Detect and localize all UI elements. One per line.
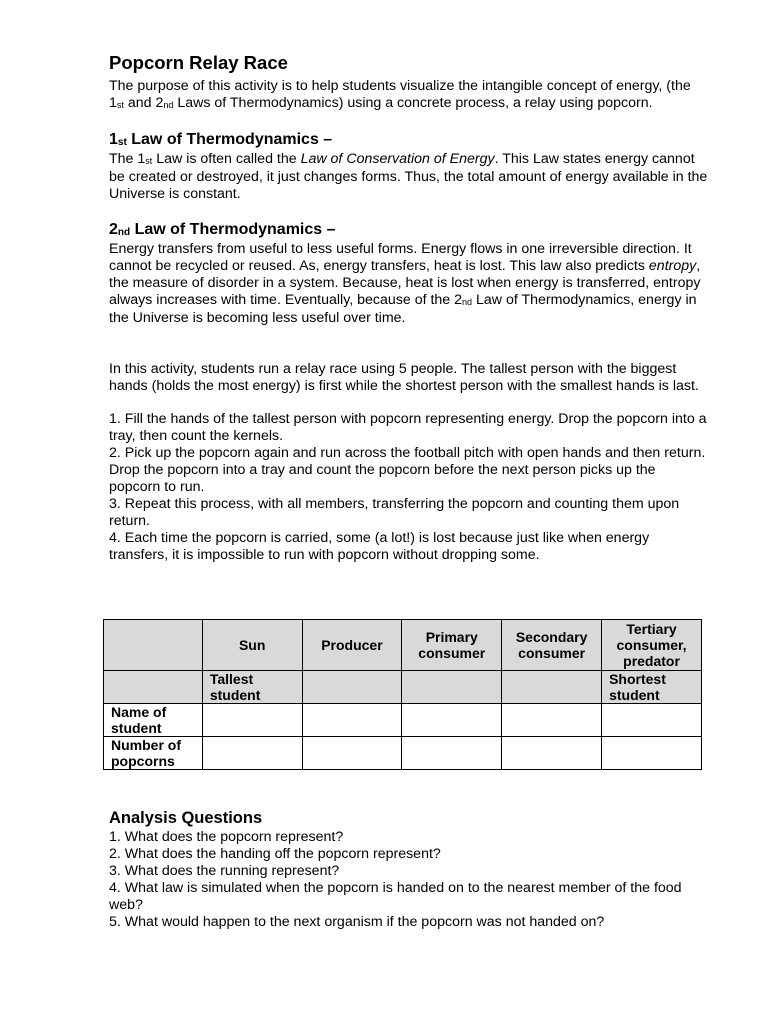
table-header-row bbox=[104, 620, 702, 671]
intro-paragraph: The purpose of this activity is to help students visualize the intangible concept of energy, (the 1st and 2nd Laws of Thermodynamics) using a concrete process, a relay using popcorn. bbox=[109, 78, 691, 111]
table-cell[interactable] bbox=[402, 737, 502, 770]
law2-paragraph: Energy transfers from useful to less useful forms. Energy flows in one irreversible direction. It cannot be recycled or reused. As, energy transfers, heat is lost. This law also predicts entropy, the measure of disorder in a system. Because, heat is lost when energy is transferred, entropy always increases with time. Eventually, because of the 2nd Law of Thermodynamics, energy in the Universe is becoming less useful over time. bbox=[109, 241, 701, 326]
table-row bbox=[104, 737, 702, 770]
row-label: Number of popcorns bbox=[104, 737, 203, 770]
step-item: 3. Repeat this process, with all members, transferring the popcorn and counting them upon return. bbox=[109, 496, 680, 529]
row-label: Name of student bbox=[104, 704, 203, 737]
activity-paragraph: In this activity, students run a relay race using 5 people. The tallest person with the biggest hands (holds the most energy) is first while the shortest person with the smallest hands is last. bbox=[109, 361, 699, 394]
table-cell[interactable] bbox=[302, 704, 402, 737]
question-item: 2. What does the handing off the popcorn represent? bbox=[109, 846, 441, 862]
analysis-heading: Analysis Questions bbox=[109, 809, 263, 827]
table-row bbox=[104, 671, 702, 704]
page-title: Popcorn Relay Race bbox=[109, 52, 288, 73]
table-header-cell: Producer bbox=[302, 620, 402, 671]
table-cell bbox=[402, 671, 502, 704]
question-item: 5. What would happen to the next organism if the popcorn was not handed on? bbox=[109, 914, 605, 930]
document-body bbox=[109, 52, 709, 564]
table-cell[interactable] bbox=[502, 737, 602, 770]
law1-heading: 1st Law of Thermodynamics – bbox=[109, 131, 333, 148]
analysis-section bbox=[109, 808, 709, 931]
table-cell[interactable] bbox=[602, 737, 702, 770]
table-cell[interactable] bbox=[502, 704, 602, 737]
table-cell bbox=[104, 620, 203, 671]
table-header-cell: Tertiary consumer, predator bbox=[602, 620, 702, 671]
table-cell: Shortest student bbox=[602, 671, 702, 704]
table-cell[interactable] bbox=[302, 737, 402, 770]
table-row bbox=[104, 704, 702, 737]
relay-table bbox=[103, 619, 702, 770]
question-item: 4. What law is simulated when the popcorn is handed on to the nearest member of the food web? bbox=[109, 880, 682, 913]
table-cell: Tallest student bbox=[202, 671, 302, 704]
table-cell bbox=[104, 671, 203, 704]
law1-paragraph: The 1st Law is often called the Law of Conservation of Energy. This Law states energy cannot be created or destroyed, it just changes forms. Thus, the total amount of energy available in the Universe is constant. bbox=[109, 151, 708, 202]
law2-heading: 2nd Law of Thermodynamics – bbox=[109, 221, 336, 238]
table-cell bbox=[502, 671, 602, 704]
table-cell[interactable] bbox=[202, 704, 302, 737]
table-cell[interactable] bbox=[402, 704, 502, 737]
step-item: 1. Fill the hands of the tallest person with popcorn representing energy. Drop the popcorn into a tray, then count the kernels. bbox=[109, 411, 707, 444]
table-header-cell: Secondary consumer bbox=[502, 620, 602, 671]
question-item: 3. What does the running represent? bbox=[109, 863, 340, 879]
question-item: 1. What does the popcorn represent? bbox=[109, 829, 344, 845]
table-cell bbox=[302, 671, 402, 704]
table-header-cell: Sun bbox=[202, 620, 302, 671]
table-cell[interactable] bbox=[602, 704, 702, 737]
table-header-cell: Primary consumer bbox=[402, 620, 502, 671]
table-cell[interactable] bbox=[202, 737, 302, 770]
step-item: 2. Pick up the popcorn again and run across the football pitch with open hands and then return. Drop the popcorn into a tray and count the popcorn before the next person picks up the popcorn to run. bbox=[109, 445, 706, 495]
step-item: 4. Each time the popcorn is carried, some (a lot!) is lost because just like when energy transfers, it is impossible to run with popcorn without dropping some. bbox=[109, 530, 650, 563]
